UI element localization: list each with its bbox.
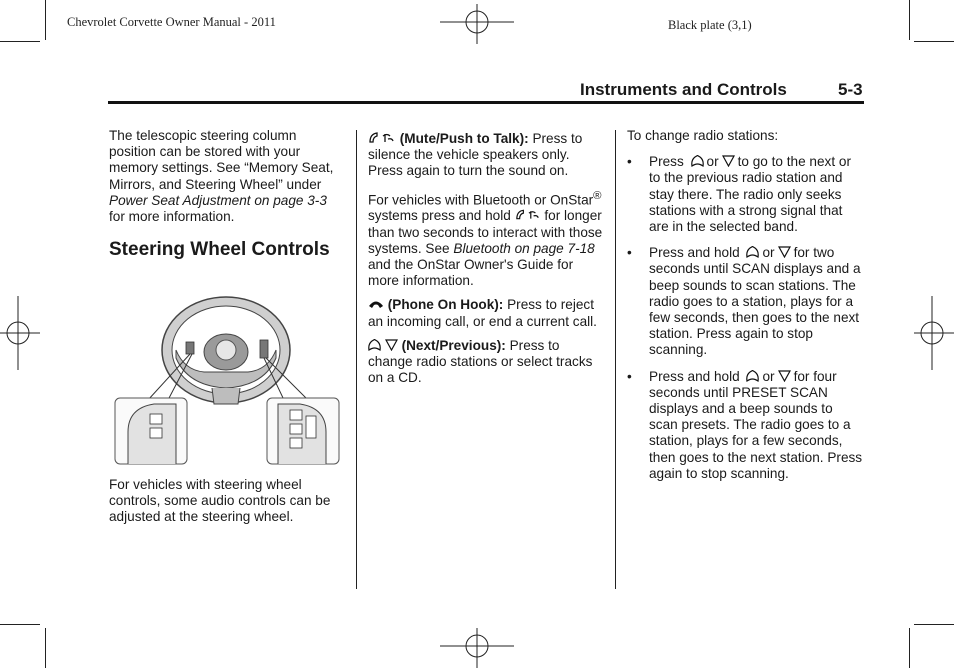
next-previous-paragraph: (Next/Previous): Press to change radio stations or select tracks on a CD. — [368, 337, 593, 386]
bullet-list — [627, 154, 865, 482]
registration-mark-left — [0, 296, 40, 370]
column-3 — [627, 128, 865, 492]
down-arrow-icon — [385, 339, 398, 351]
up-arrow-icon — [746, 370, 759, 382]
crop-mark — [909, 0, 910, 40]
column-1 — [109, 128, 343, 261]
down-arrow-icon — [778, 370, 791, 382]
registration-mark-top — [440, 4, 514, 44]
cross-reference[interactable]: Power Seat Adjustment on page 3-3 — [109, 192, 327, 208]
down-arrow-icon — [722, 155, 735, 167]
down-arrow-icon — [778, 246, 791, 258]
crop-mark — [0, 624, 40, 625]
bluetooth-paragraph: For vehicles with Bluetooth or OnStar® systems press and hold for longer than two seconds to interact with those systems. See Bluetooth on page 7-18 and the OnStar Owner's Guide for more information. — [368, 189, 603, 289]
crop-mark — [0, 41, 40, 42]
page-number: 5-3 — [838, 80, 863, 99]
up-arrow-icon — [368, 339, 381, 351]
section-title: Instruments and Controls — [580, 80, 787, 99]
header-rule — [108, 101, 864, 104]
list-item: • Press and hold or for two seconds until SCAN displays and a beep sounds to scan stations. The radio goes to a station, plays for a few seconds, then goes to the next station. Press again to stop scanning. — [627, 245, 861, 358]
phone-hook-icon — [368, 298, 384, 310]
list-item: • Press or to go to the next or to the previous radio station and stay there. The radio only seeks stations with a strong signal that are in the selected band. — [627, 154, 851, 235]
manual-title: Chevrolet Corvette Owner Manual - 2011 — [67, 15, 276, 29]
crop-mark — [45, 628, 46, 668]
up-arrow-icon — [691, 155, 704, 167]
hook-paragraph: (Phone On Hook): Press to reject an incoming call, or end a current call. — [368, 297, 597, 329]
mute-talk-icon — [515, 208, 541, 221]
column-divider — [615, 130, 616, 589]
registration-mark-right — [914, 296, 954, 370]
bullet-marker: • — [627, 368, 632, 384]
column-divider — [356, 130, 357, 589]
cross-reference[interactable]: Bluetooth on page 7-18 — [453, 240, 595, 256]
up-arrow-icon — [746, 246, 759, 258]
crop-mark — [914, 624, 954, 625]
crop-mark — [914, 41, 954, 42]
plate-label: Black plate (3,1) — [668, 18, 752, 32]
mute-talk-icon — [368, 131, 396, 144]
registration-mark-bottom — [440, 628, 514, 668]
bullet-marker: • — [627, 245, 632, 261]
illustration-caption: For vehicles with steering wheel controls, some audio controls can be adjusted at the steering wheel. — [109, 477, 331, 525]
radio-intro: To change radio stations: — [627, 128, 779, 143]
list-item: • Press and hold or for four seconds until PRESET SCAN displays and a beep sounds to scan presets. The radio goes to a station, plays for a few seconds, then goes to the next station. Press again to stop scanning. — [627, 368, 863, 481]
mute-paragraph: (Mute/Push to Talk): Press to silence the vehicle speakers only. Press again to turn the sound on. — [368, 131, 583, 179]
intro-paragraph: The telescopic steering column position can be stored with your memory settings. See “Memory Seat, Mirrors, and Steering Wheel” under Power Seat Adjustment on page 3-3 for more information. — [109, 128, 334, 225]
column-2 — [368, 131, 604, 394]
crop-mark — [45, 0, 46, 40]
steering-wheel-illustration — [114, 282, 342, 466]
crop-mark — [909, 628, 910, 668]
bullet-marker: • — [627, 154, 632, 170]
section-heading: Steering Wheel Controls — [109, 239, 330, 261]
